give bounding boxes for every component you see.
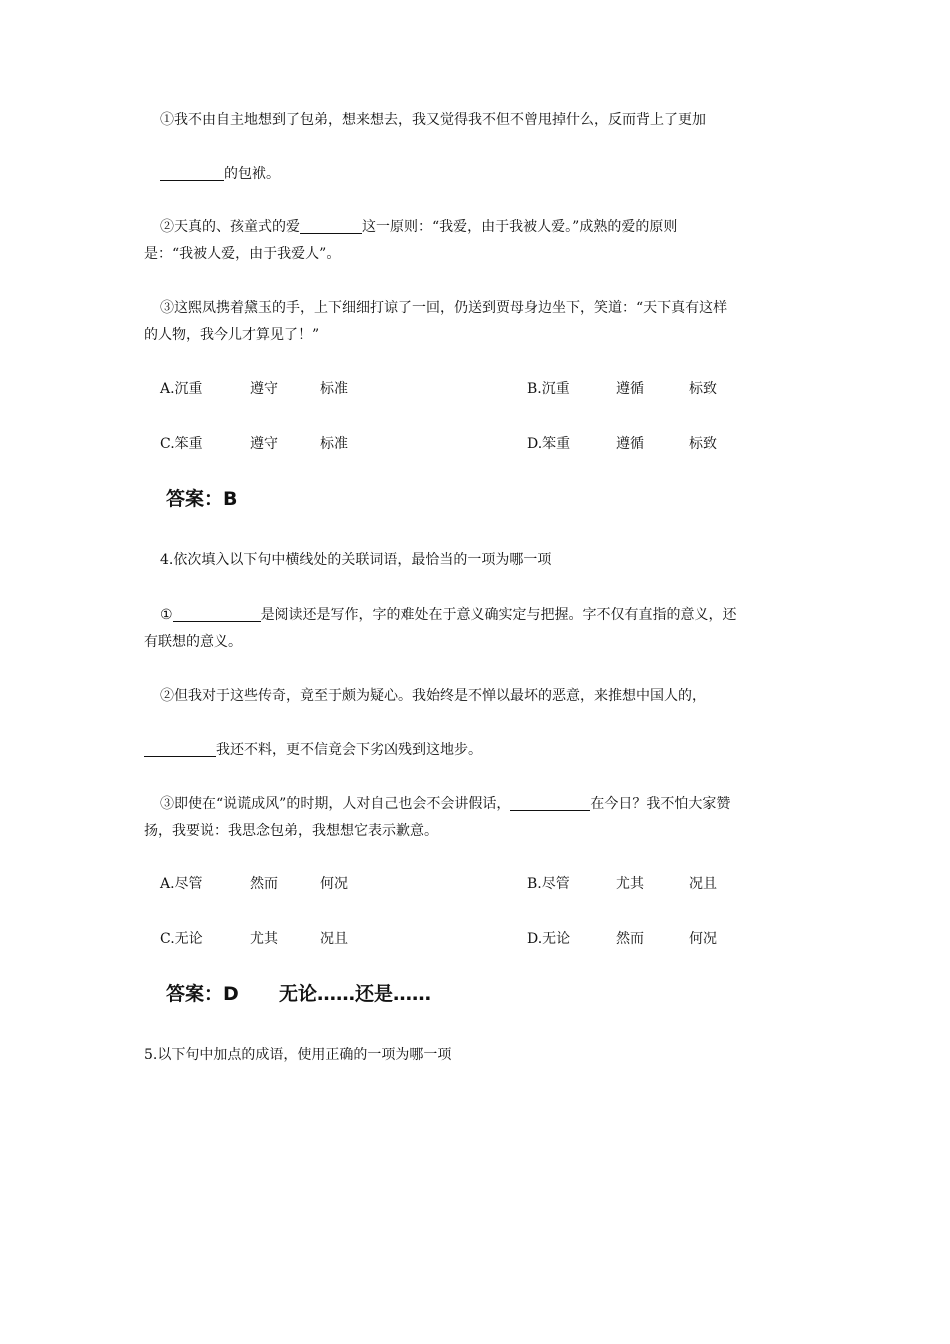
q4-sentence-2 <box>160 686 706 706</box>
q3-option-a-word3: 标准 <box>320 381 348 397</box>
q4-option-d-word2: 然而 <box>616 931 644 947</box>
q4-blank-2 <box>144 742 216 757</box>
q4-option-c-label: C.无论 <box>160 931 203 947</box>
q3-sentence-3 <box>160 298 727 318</box>
q4-sentence-1-line2: 有联想的意义。 <box>144 634 242 650</box>
q3-sentence-2-cont <box>144 244 340 264</box>
q4-option-b-word2: 尤其 <box>616 876 644 892</box>
q4-option-c-word3: 况且 <box>320 931 348 947</box>
q3-sentence-1-cont <box>160 164 280 184</box>
q3-blank-2 <box>300 219 362 234</box>
q3-option-a-word2: 遵守 <box>250 381 278 397</box>
q4-blank-3 <box>510 796 590 811</box>
q3-sentence-2 <box>160 217 677 237</box>
q5-stem: 5.以下句中加点的成语，使用正确的一项为哪一项 <box>144 1047 452 1063</box>
q3-answer: 答案：B <box>166 488 238 510</box>
q3-option-b-word3: 标致 <box>689 381 717 397</box>
q3-sentence-3-line2: 的人物，我今儿才算见了！” <box>144 327 320 343</box>
q3-sentence-2-end: 这一原则：“我爱，由于我被人爱。”成熟的爱的原则 <box>362 219 678 235</box>
q3-sentence-1 <box>160 110 706 130</box>
q3-option-c-word2: 遵守 <box>250 436 278 452</box>
q4-option-d-label: D.无论 <box>527 931 571 947</box>
q4-answer: 答案：D <box>166 983 239 1005</box>
q4-sentence-1-cont <box>144 632 242 652</box>
q3-sentence-2-line2: 是：“我被人爱，由于我爱人”。 <box>144 246 341 262</box>
q4-option-c-word2: 尤其 <box>250 931 278 947</box>
q3-option-d-word2: 遵循 <box>616 436 644 452</box>
q4-option-b-label: B.尽管 <box>527 876 570 892</box>
q4-option-a-word2: 然而 <box>250 876 278 892</box>
q4-sentence-3-line2: 扬，我要说：我思念包弟，我想想它表示歉意。 <box>144 823 438 839</box>
q4-answer-note: 无论……还是…… <box>279 983 432 1005</box>
q4-sentence-1-text: 是阅读还是写作，字的难处在于意义确实定与把握。字不仅有直指的意义，还 <box>260 607 737 623</box>
q3-option-d-label: D.笨重 <box>527 436 571 452</box>
q4-sentence-2-end: 我还不料，更不信竟会下劣凶残到这地步。 <box>216 742 482 758</box>
q3-sentence-1-end: 的包袱。 <box>224 166 280 182</box>
q4-sentence-1 <box>160 605 737 625</box>
q4-blank-1 <box>173 607 261 622</box>
q3-blank-1 <box>160 166 224 181</box>
q3-option-a-label: A.沉重 <box>160 381 203 397</box>
q3-option-d-word3: 标致 <box>689 436 717 452</box>
q4-sentence-3 <box>160 794 730 814</box>
q3-sentence-3-text: ③这熙凤携着黛玉的手，上下细细打谅了一回，仍送到贾母身边坐下，笑道：“天下真有这样 <box>160 300 728 316</box>
q3-option-c-word3: 标准 <box>320 436 348 452</box>
q4-sentence-1-prefix: ① <box>160 607 173 623</box>
q4-sentence-2-cont <box>144 740 482 760</box>
q3-sentence-2-start: ②天真的、孩童式的爱 <box>160 219 300 235</box>
q4-option-a-label: A.尽管 <box>160 876 203 892</box>
q4-sentence-2-text: ②但我对于这些传奇，竟至于颇为疑心。我始终是不惮以最坏的恶意，来推想中国人的， <box>160 688 706 704</box>
q4-sentence-3-cont <box>144 821 438 841</box>
q3-option-b-word2: 遵循 <box>616 381 644 397</box>
q3-sentence-3-cont <box>144 325 319 345</box>
q4-option-d-word3: 何况 <box>689 931 717 947</box>
q3-option-c-label: C.笨重 <box>160 436 203 452</box>
q4-sentence-3-start: ③即使在“说谎成风”的时期，人对自己也会不会讲假话， <box>160 796 511 812</box>
q4-option-b-word3: 况且 <box>689 876 717 892</box>
q4-option-a-word3: 何况 <box>320 876 348 892</box>
q4-stem: 4.依次填入以下句中横线处的关联词语，最恰当的一项为哪一项 <box>160 552 552 568</box>
q3-sentence-1-text: ①我不由自主地想到了包弟，想来想去，我又觉得我不但不曾甩掉什么，反而背上了更加 <box>160 112 706 128</box>
q3-option-b-label: B.沉重 <box>527 381 570 397</box>
q4-sentence-3-end: 在今日？我不怕大家赞 <box>590 796 731 812</box>
